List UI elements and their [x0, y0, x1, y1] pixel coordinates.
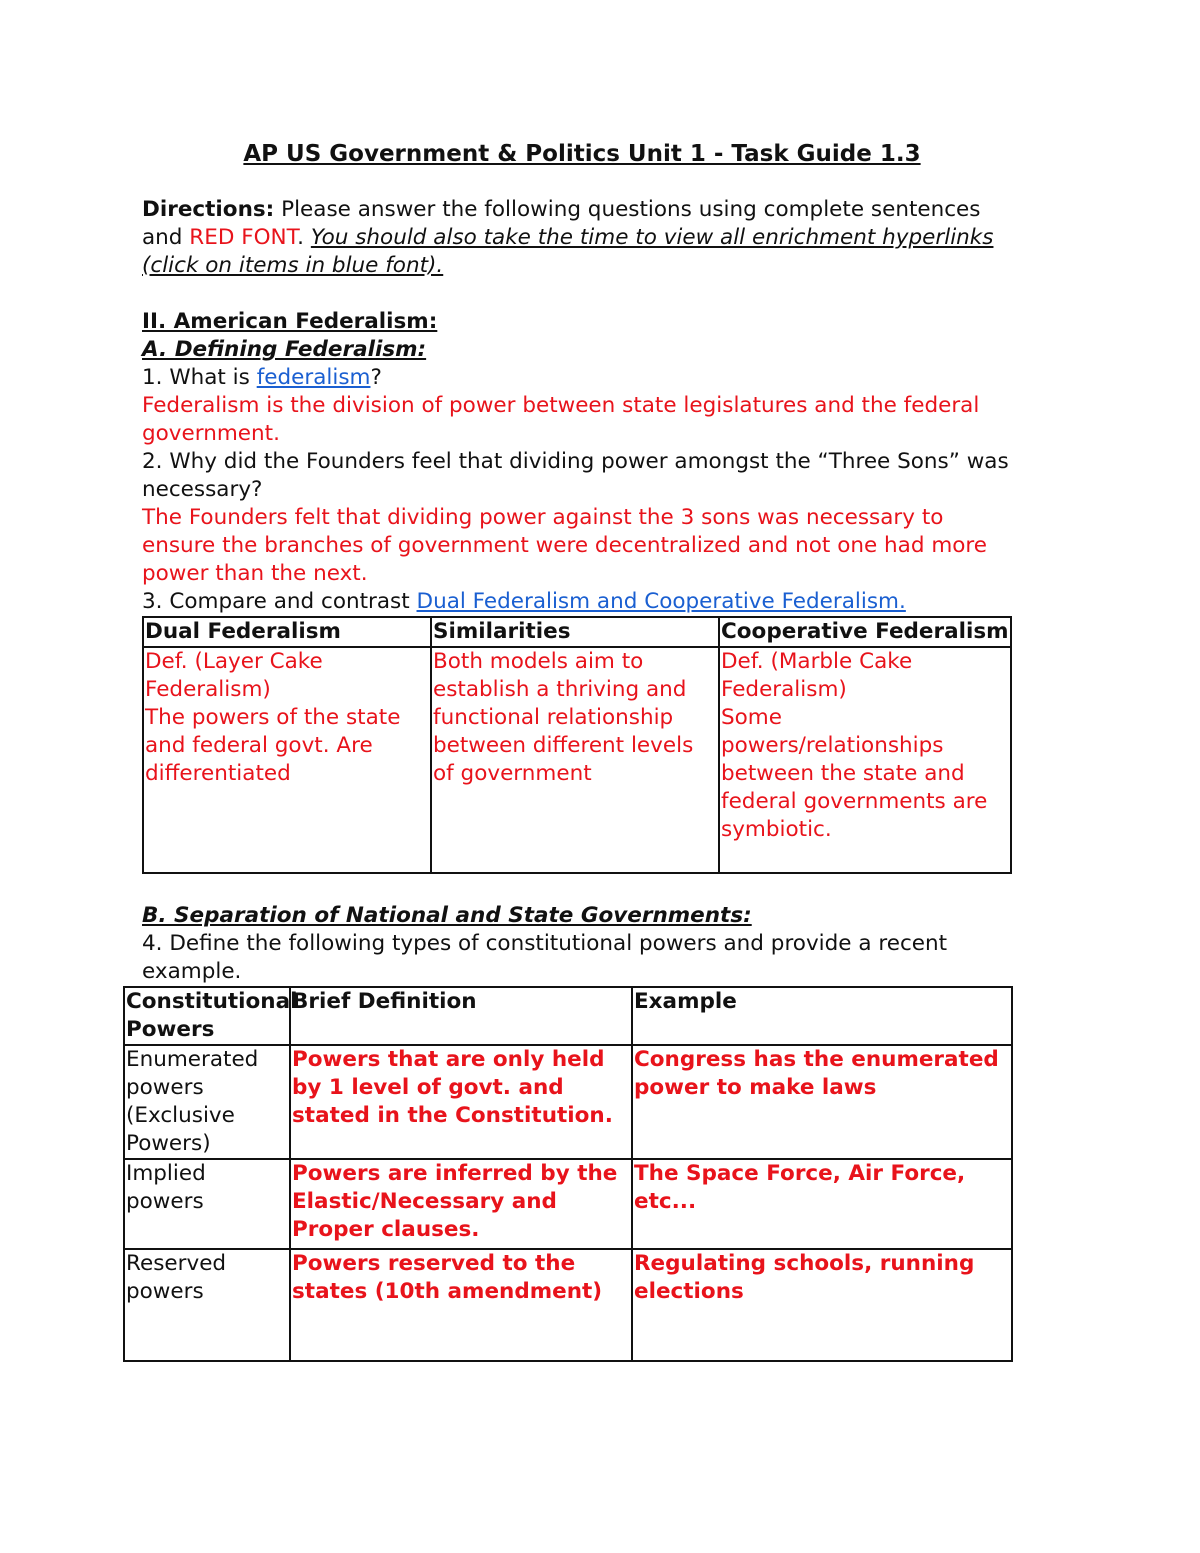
dual-cooperative-federalism-link[interactable]: Dual Federalism and Cooperative Federalism. [416, 589, 906, 614]
power-definition: Powers that are only held by 1 level of govt. and stated in the Constitution. [290, 1045, 632, 1159]
directions-text-2: . [297, 225, 311, 250]
question-3-text: 3. Compare and contrast [142, 589, 417, 614]
subsection-b-heading: B. Separation of National and State Governments: [142, 903, 752, 928]
power-name: Enumerated powers (Exclusive Powers) [124, 1045, 290, 1159]
table-row [124, 1159, 1012, 1249]
question-1 [142, 364, 1022, 392]
directions-text: Please answer the following questions using complete sentences and [142, 197, 981, 250]
header-dual-federalism: Dual Federalism [143, 617, 431, 647]
answer-1: Federalism is the division of power between state legislatures and the federal government. [142, 393, 980, 446]
section-heading: II. American Federalism: [142, 309, 438, 334]
table-row [124, 1045, 1012, 1159]
federalism-link[interactable]: federalism [256, 365, 371, 390]
header-brief-definition: Brief Definition [290, 987, 632, 1045]
power-name: Implied powers [124, 1159, 290, 1249]
power-definition: Powers are inferred by the Elastic/Necessary and Proper clauses. [290, 1159, 632, 1249]
federalism-comparison-table [142, 616, 1012, 874]
header-example: Example [632, 987, 1012, 1045]
red-font-text: RED FONT [189, 225, 298, 250]
power-name: Reserved powers [124, 1249, 290, 1361]
header-constitutional-powers: Constitutional Powers [124, 987, 290, 1045]
cell-similarities: Both models aim to establish a thriving and functional relationship between different levels of government [431, 647, 719, 873]
question-2: 2. Why did the Founders feel that dividing power amongst the “Three Sons” was necessary? [142, 449, 1009, 502]
question-4: 4. Define the following types of constitutional powers and provide a recent example. [142, 931, 948, 984]
subsection-a-heading: A. Defining Federalism: [142, 337, 427, 362]
power-example: Regulating schools, running elections [632, 1249, 1012, 1361]
directions-label: Directions: [142, 197, 275, 222]
question-1-text: 1. What is [142, 365, 257, 390]
header-cooperative-federalism: Cooperative Federalism [719, 617, 1011, 647]
cell-cooperative-federalism: Def. (Marble Cake Federalism) Some powers/relationships between the state and federal governments are symbiotic. [719, 647, 1011, 873]
answer-2: The Founders felt that dividing power against the 3 sons was necessary to ensure the branches of government were decentralized and not one had more power than the next. [142, 505, 988, 586]
directions-paragraph [142, 196, 1022, 280]
question-3 [142, 588, 1022, 616]
directions-hyperlink-note: You should also take the time to view all enrichment hyperlinks (click on items in blue font). [142, 225, 994, 278]
document-page [126, 140, 1022, 1362]
header-similarities: Similarities [431, 617, 719, 647]
table-row [124, 1249, 1012, 1361]
cell-dual-federalism: Def. (Layer Cake Federalism) The powers of the state and federal govt. Are differentiated [143, 647, 431, 873]
question-1-mark: ? [370, 365, 382, 390]
constitutional-powers-table [123, 986, 1013, 1362]
power-example: Congress has the enumerated power to make laws [632, 1045, 1012, 1159]
power-definition: Powers reserved to the states (10th amendment) [290, 1249, 632, 1361]
page-title: AP US Government & Politics Unit 1 - Task Guide 1.3 [243, 141, 921, 167]
power-example: The Space Force, Air Force, etc... [632, 1159, 1012, 1249]
